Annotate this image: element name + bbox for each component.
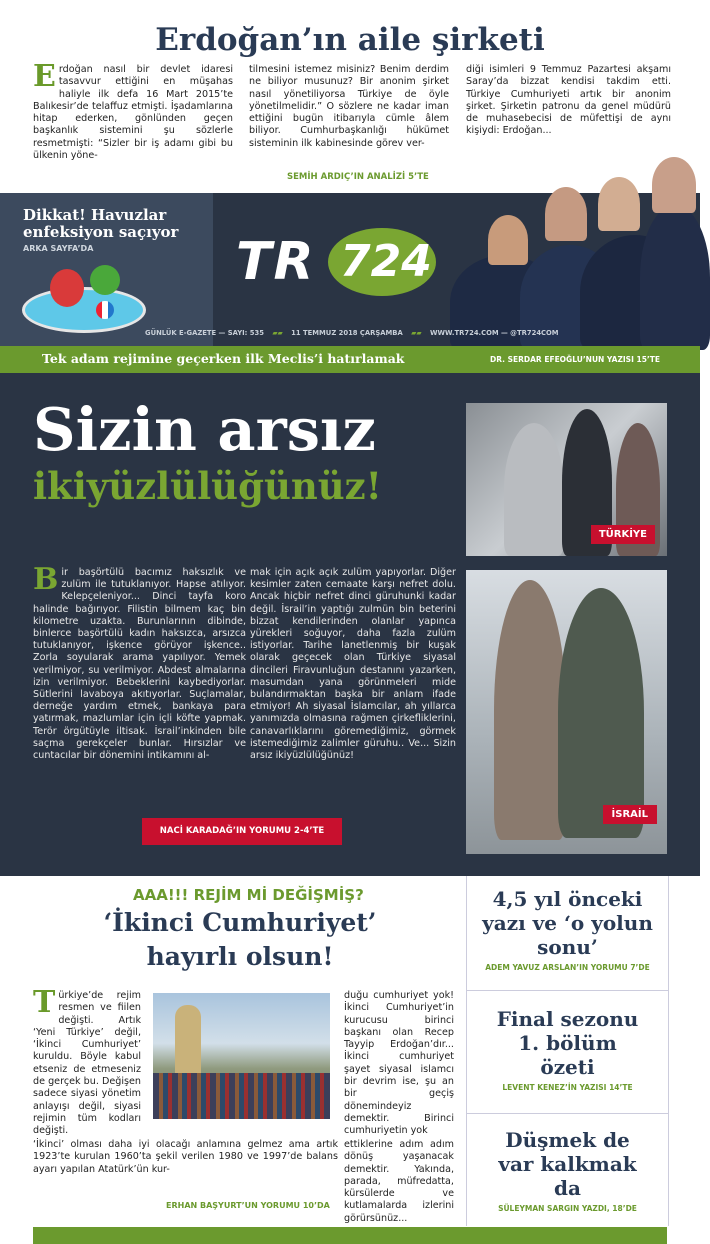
bottom-kicker: AAA!!! REJİM Mİ DEĞİŞMİŞ? <box>133 886 364 904</box>
top-story-col-1: Erdoğan nasıl bir devlet idaresi tasavvur ettiğini en müşahas haliyle ilk defa 16 Mart 2015’te Balıkesir’de telaffuz etmişti. İşadamlarına hitap ederken, gönlünden geçen başkanlık sistemini şu sözlerle resmetmişti: “Sizler bir iş adamı gibi bu ülkenin yöne- <box>33 59 233 162</box>
pool-water <box>22 287 146 333</box>
cabinet-photo <box>430 135 700 346</box>
bottom-story-col-2a: duğu cumhuriyet yok! İkinci Cumhuriyet’in kurucusu birinci başkanı olan Recep Tayyip Erdoğan’dır... İkinci cumhuriyet şayet siyasal islamcı bir devrim ise, şu an bir geçiş dönemindeyiz demektir. Birinci cumhuriyetin yok <box>344 990 454 1137</box>
sidebar-item-byline: LEVENT KENEZ’İN YAZISI 14’TE <box>502 1083 633 1092</box>
turkey-photo <box>466 403 667 556</box>
website-info[interactable]: WWW.TR724.COM — @TR724COM <box>429 329 559 337</box>
main-headline-1: Sizin arsız <box>33 395 376 464</box>
israel-photo <box>466 570 667 854</box>
person-2-face <box>545 187 587 241</box>
beach-ball <box>96 301 114 319</box>
sidebar-item-1[interactable] <box>467 876 668 991</box>
top-headline <box>0 22 700 58</box>
person-3-face <box>598 177 640 231</box>
sidebar-item-title: Düşmek de var kalkmak da <box>498 1128 637 1200</box>
bottom-headline-2: hayırlı olsun! <box>146 942 334 971</box>
label-israil: İSRAİL <box>603 805 657 824</box>
bottom-story-byline[interactable]: ERHAN BAŞYURT’UN YORUMU 10’DA <box>166 1201 330 1210</box>
main-story-col-2: mak için açık açık zulüm yapıyorlar. Diğer kesimler zaten cemaate karşı nefret dolu. Ancak hiçbir nefret dinci güruhunki kadar değil. İsrail’in yaptığı zulmün bin beterini bizzat kendilerinden olanlar yapınca yürekleri soğuyor, daha fazla zulüm istiyorlar. Tarihe lanetlenmiş bir kuşak olarak geçecek olan Türkiye siyasal dincileri Firavunluğun destanını yazarken, masumdan yana görünmeleri mide bulandırmaktan başka bir anlam ifade etmiyor! Ah siyasal İslamcılar, ah yıllarca yanımızda olmasına rağmen çirkefliklerini, canavarlıklarını göremediğimiz, görmek istemediğimiz zalimler güruhu.. Ve... Sizin arsız ikiyüzlülüğünüz! <box>250 567 456 762</box>
woman-figure <box>494 580 566 840</box>
sidebar-item-title: 4,5 yıl önceki yazı ve ‘o yolun sonu’ <box>482 887 653 959</box>
person-1-face <box>488 215 528 265</box>
sidebar <box>466 876 669 1226</box>
sidebar-item-title: Final sezonu 1. bölüm özeti <box>496 1007 639 1079</box>
tr724-logo[interactable] <box>236 228 446 298</box>
pool-teaser-title: Dikkat! Havuzlar enfeksiyon saçıyor <box>23 206 179 241</box>
pool-teaser-subtitle: ARKA SAYFA’DA <box>23 244 94 253</box>
pool-teaser[interactable] <box>0 193 213 346</box>
label-turkiye: TÜRKİYE <box>591 525 655 544</box>
masthead-info: GÜNLÜK E-GAZETE — SAYI: 535 ▰▰ 11 TEMMUZ 2018 ÇARŞAMBA ▰▰ WWW.TR724.COM — @TR724COM <box>145 329 559 337</box>
top-story-col-2: tilmesini istemez misiniz? Benim derdim ne biliyor musunuz? Bir anonim şirket nasıl yönetiliyorsa Türkiye de öyle yönetilmelidir.” O sözlere ne kadar iman ettiğini bugün itibarıyla cümle âlem biliyor. Cumhurbaşkanlığı hükümet sisteminin ilk kabinesinde görev ver- <box>249 64 449 149</box>
sidebar-item-byline: ADEM YAVUZ ARSLAN’IN YORUMU 7’DE <box>485 963 650 972</box>
crowd <box>153 1073 330 1119</box>
main-story-section <box>0 373 700 876</box>
bottom-headline-1: ‘İkinci Cumhuriyet’ <box>103 908 377 937</box>
ceremony-photo <box>153 993 330 1119</box>
issue-info: GÜNLÜK E-GAZETE — SAYI: 535 <box>145 329 264 337</box>
germ-green <box>90 265 120 295</box>
top-story-col-3: diği isimleri 9 Temmuz Pazartesi akşamı Saray’da bizzat kendisi takdim etti. Türkiye Cumhuriyeti artık bir anonim şirket. Şirketin patronu da genel müdürü de muhasebecisi de müfettişi de aynı kişiydi: Erdoğan... <box>466 64 671 137</box>
germ-red <box>50 269 84 307</box>
bottom-story-col-1a: Türkiye’de rejim resmen ve fiilen değişti. Artık ‘Yeni Türkiye’ değil, ‘İkinci Cumhuriyet’ kuruldu. Böyle kabul etseniz de etmeseniz de gerçek bu. Değişen sadece siyasi yönetim anlayışı değil, siyasi rejimin tüm kodları değişti. <box>33 985 141 1137</box>
main-headline-2: ikiyüzlülüğünüz! <box>33 464 382 508</box>
footer-strip <box>33 1227 667 1244</box>
masthead <box>0 193 700 346</box>
woman-figure <box>504 423 564 556</box>
main-story-col-1: Bir başörtülü bacımız haksızlık ve zulüm ile tutuklanıyor. Hapse atılıyor. Kelepçeleniyor... Dinci tayfa koro halinde bağırıyor. Filistin bilmem kaç bin kilometre uzakta. Burunlarının dibinde, binlerce başörtülü kadın haksızca, arsızca tutuklanıyor, işkence görüyor işkence.. Zorla soyularak arama yapılıyor. Yemek verilmiyor, su verilmiyor. Abdest almalarına izin verilmiyor. Bebeklerini kaybediyorlar. Sütlerini lavaboya akıtıyorlar. Suçlamalar, derneğe yardım etmek, bankaya para yatırmak, mazlumlar için içli köfte yapmak. Terör örgütüyle iltisak. İsrail’inkinden bile saçma gerekçeler bunlar. Hırsızlar ve cuntacılar bir dönemini intikamını al- <box>33 562 246 762</box>
person-4-suit <box>640 205 710 350</box>
soldier-figure <box>558 588 644 838</box>
bottom-story-col-2b: ettiklerine adım adım dönüş yaşanacak demektir. Yakında, parada, müfredatta, kürsülerde ve kutlamalarda izlerini görürsünüz... <box>344 1139 454 1224</box>
sidebar-item-2[interactable] <box>467 991 668 1114</box>
dropcap: E <box>33 59 56 94</box>
top-story-byline[interactable]: SEMİH ARDIÇ’IN ANALİZİ 5’TE <box>287 172 429 182</box>
green-banner[interactable] <box>0 346 700 373</box>
logo-tr: TR <box>236 232 316 292</box>
date-info: 11 TEMMUZ 2018 ÇARŞAMBA <box>291 329 403 337</box>
sidebar-item-3[interactable] <box>467 1114 668 1226</box>
green-banner-title: Tek adam rejimine geçerken ilk Meclis’i hatırlamak <box>42 351 405 366</box>
sidebar-item-byline: SÜLEYMAN SARGIN YAZDI, 18’DE <box>498 1204 637 1213</box>
person-4-face <box>652 157 696 213</box>
logo-number: 724 <box>340 236 432 287</box>
dropcap: T <box>33 985 56 1020</box>
pool-illustration <box>22 263 142 331</box>
bottom-story-col-1b: ‘İkinci’ olması daha iyi olacağı anlamına gelmez ama artık 1923’te kurulan 1960’ta şekil verilen 1980 ve 1997’de balans ayarı yapılan Atatürk’ün kur- <box>33 1139 338 1175</box>
main-story-byline-button[interactable]: NACİ KARADAĞ’IN YORUMU 2-4’TE <box>142 818 342 845</box>
green-banner-byline: DR. SERDAR EFEOĞLU’NUN YAZISI 15’TE <box>490 355 660 364</box>
dropcap: B <box>33 562 59 597</box>
top-headline-text: Erdoğan’ın aile şirketi <box>155 22 545 58</box>
